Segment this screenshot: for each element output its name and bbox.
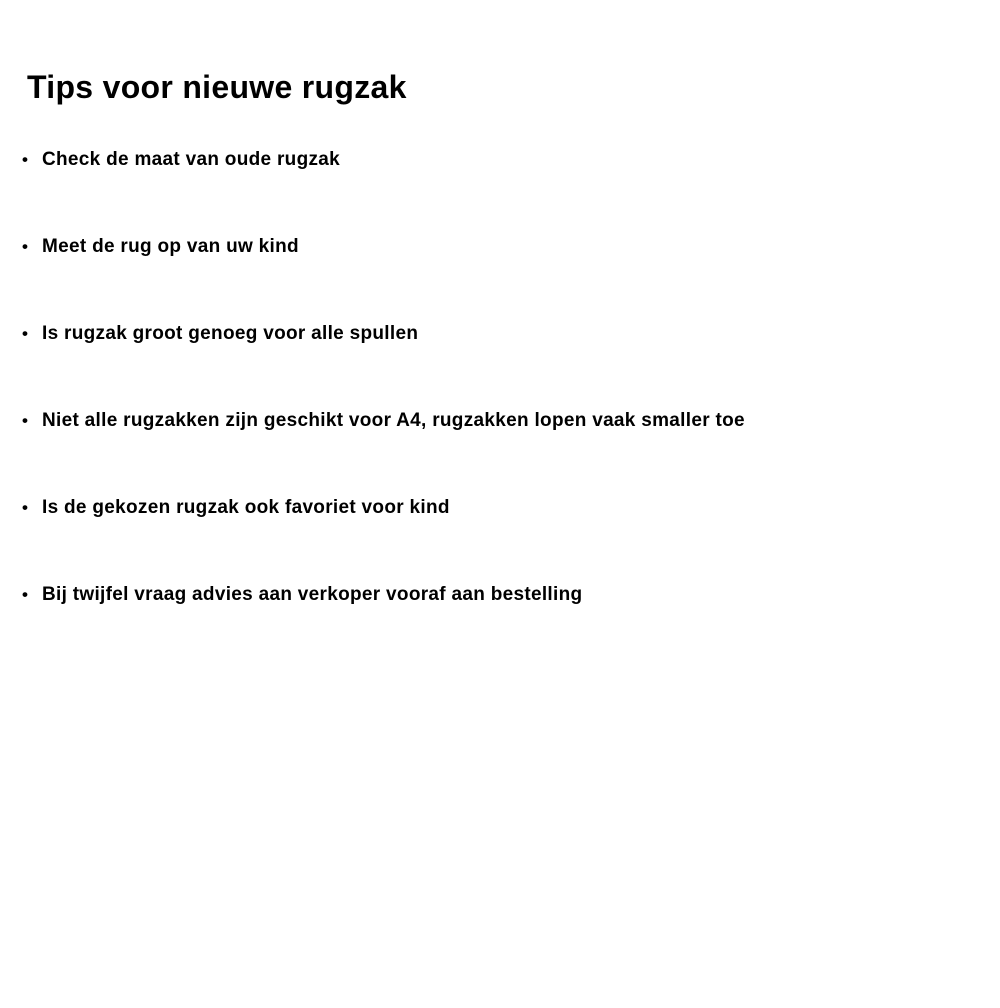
bullet-marker: • (22, 150, 29, 169)
list-item-text: Bij twijfel vraag advies aan verkoper vooraf aan bestelling (42, 584, 583, 605)
bullet-marker: • (22, 324, 29, 343)
list-item (22, 323, 418, 345)
bullet-marker: • (22, 237, 29, 256)
list-item (22, 149, 340, 171)
list-item-text: Is de gekozen rugzak ook favoriet voor kind (42, 497, 450, 518)
list-item-text: Niet alle rugzakken zijn geschikt voor A4, rugzakken lopen vaak smaller toe (42, 410, 745, 431)
page-title: Tips voor nieuwe rugzak (27, 69, 407, 106)
list-item (22, 497, 450, 519)
bullet-marker: • (22, 498, 29, 517)
list-item-text: Meet de rug op van uw kind (42, 236, 299, 257)
bullet-marker: • (22, 411, 29, 430)
list-item (22, 236, 299, 258)
list-item-text: Check de maat van oude rugzak (42, 149, 341, 170)
list-item-text: Is rugzak groot genoeg voor alle spullen (42, 323, 419, 344)
list-item (22, 584, 582, 606)
bullet-marker: • (22, 585, 29, 604)
list-item (22, 410, 745, 432)
